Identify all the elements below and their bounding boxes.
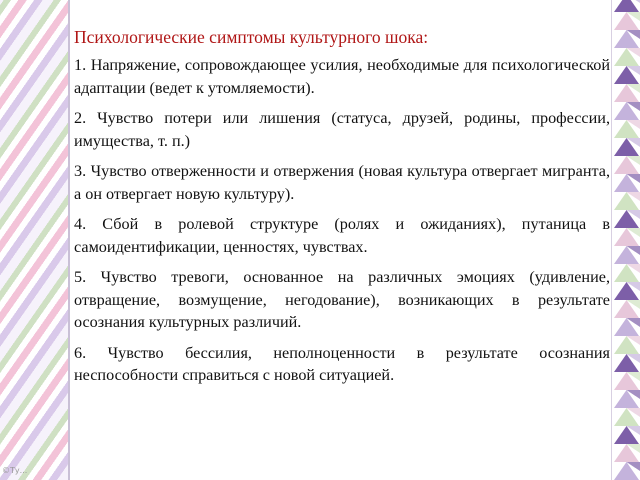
right-triangle-border	[611, 0, 640, 480]
list-item-1: 1. Напряжение, сопровождающее усилия, необходимые для психологической адаптации (ведет к утомляемости).	[74, 56, 610, 97]
list-item-5: 5. Чувство тревоги, основанное на различных эмоциях (удивление, отвращение, возмущение, негодование), возникающих в результате осознания культурных различий.	[74, 268, 610, 331]
list-item-2: 2. Чувство потери или лишения (статуса, друзей, родины, профессии, имущества, т. п.)	[74, 109, 610, 150]
slide-content	[74, 18, 610, 395]
left-striped-border	[0, 0, 68, 480]
triangle-pattern	[612, 0, 640, 480]
triangle-up	[614, 0, 639, 12]
list-item-4: 4. Сбой в ролевой структуре (ролях и ожиданиях), путаница в самоидентификации, ценностях, чувствах.	[74, 215, 610, 256]
list-item-6: 6. Чувство бессилия, неполноценности в результате осознания неспособности справиться с новой ситуацией.	[74, 343, 610, 384]
slide-title: Психологические симптомы культурного шока:	[74, 27, 429, 47]
watermark: ©Ту...	[2, 466, 28, 475]
list-item-3: 3. Чувство отверженности и отвержения (новая культура отвергает мигранта, а он отвергает новую культуру).	[74, 162, 610, 203]
